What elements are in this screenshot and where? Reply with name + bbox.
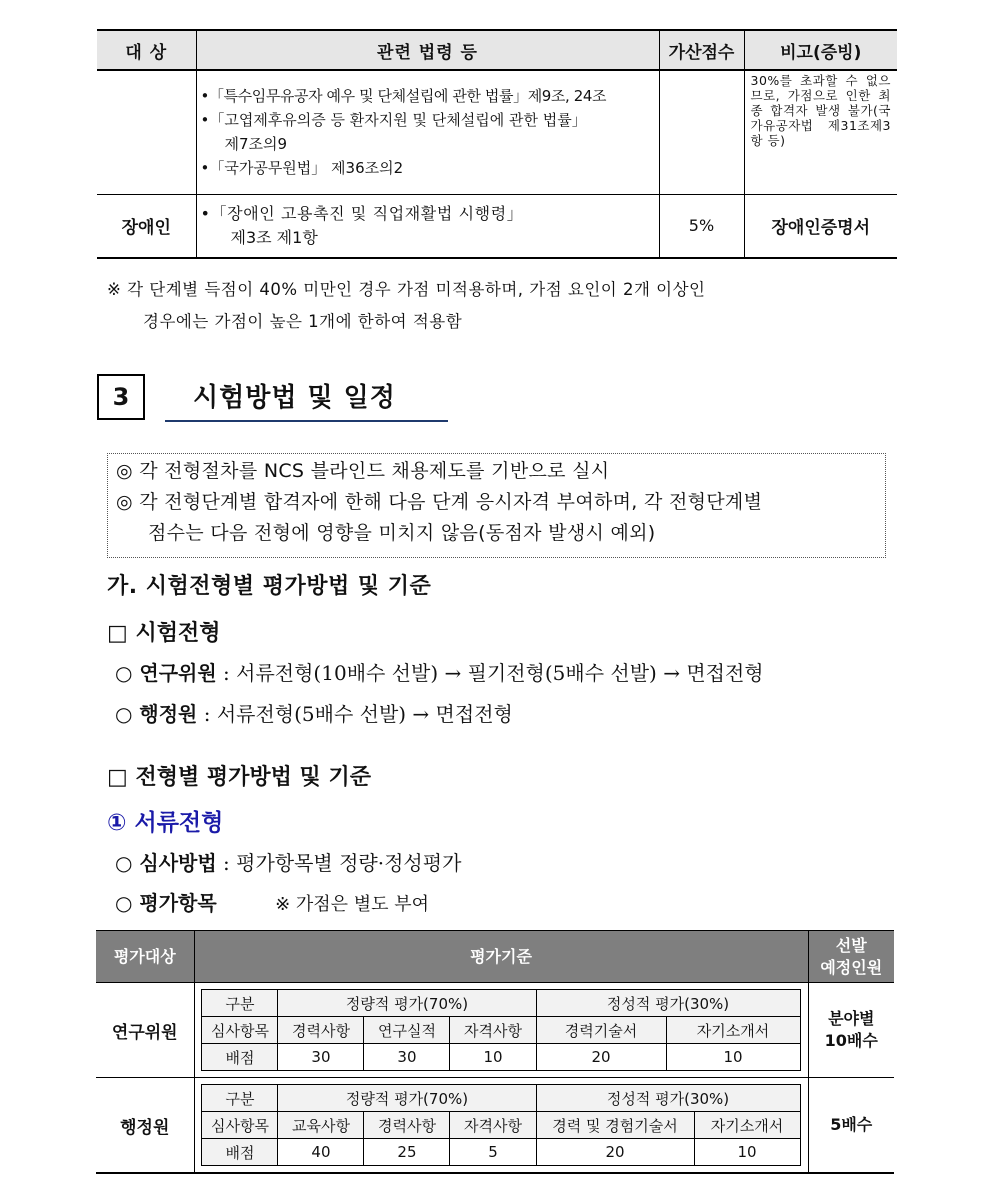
inner-cell: 심사항목 [202,1112,278,1139]
section-title: 시험방법 및 일정 [165,376,448,422]
inner-cell: 10 [666,1044,800,1071]
inner-cell: 연구실적 [364,1017,450,1044]
inner-cell: 경력기술서 [536,1017,666,1044]
cell-remark-1 [744,70,897,194]
header-laws: 관련 법령 등 [196,30,659,70]
note-line-1: ※ 각 단계별 득점이 40% 미만인 경우 가점 미적용하며, 가점 요인이 2개 이상인 [107,280,706,299]
exam-heading: □ 시험전형 [107,621,221,646]
inner-cell: 자격사항 [450,1112,536,1139]
inner-cell: 구분 [202,990,278,1017]
eval-target-admin: 행정원 [96,1078,194,1174]
law-item: •「국가공무원법」 제36조의2 [200,159,404,178]
criteria-heading: □ 전형별 평가방법 및 기준 [107,765,371,790]
inner-cell: 심사항목 [202,1017,278,1044]
note-line-2: 경우에는 가점이 높은 1개에 한하여 적용함 [143,312,463,331]
info-line-2: ◎ 각 전형단계별 합격자에 한해 다음 단계 응시자격 부여하며, 각 전형단계별 [116,491,763,513]
exam-item-1-label: ○ 연구위원 [115,661,217,685]
eval-selection-admin: 5배수 [808,1078,894,1174]
cell-points-1 [659,70,744,194]
eval-header-selection: 선발 예정인원 [808,931,894,983]
inner-cell: 20 [536,1044,666,1071]
items-label: ○ 평가항목 [115,891,217,915]
admin-score-table [201,1084,800,1166]
cell-laws-1 [196,70,659,194]
inner-cell: 정량적 평가(70%) [278,990,536,1017]
header-points: 가산점수 [659,30,744,70]
doc-screening-title: ① 서류전형 [107,810,224,836]
inner-cell: 교육사항 [278,1112,364,1139]
law-item: •「특수임무유공자 예우 및 단체설립에 관한 법률」제9조, 24조 [200,87,607,106]
cell-target-2: 장애인 [97,194,196,258]
exam-item-1-text: : 서류전형(10배수 선발) → 필기전형(5배수 선발) → 면접전형 [216,661,764,685]
method-label: ○ 심사방법 [115,851,217,875]
eval-selection-researcher: 분야별 10배수 [808,983,894,1078]
law-item: •「장애인 고용촉진 및 직업재활법 시행령」 [200,203,524,223]
inner-cell: 구분 [202,1085,278,1112]
section-number: 3 [97,374,145,420]
info-line-1: ◎ 각 전형절차를 NCS 블라인드 채용제도를 기반으로 실시 [116,460,610,482]
inner-cell: 10 [694,1139,800,1166]
inner-cell: 경력사항 [364,1112,450,1139]
inner-cell: 10 [450,1044,536,1071]
inner-cell: 20 [536,1139,694,1166]
inner-cell: 25 [364,1139,450,1166]
exam-item-2 [115,698,513,727]
cell-remark-2: 장애인증명서 [744,194,897,258]
inner-cell: 정량적 평가(70%) [278,1085,536,1112]
exam-item-2-label: ○ 행정원 [115,702,198,726]
inner-cell: 배점 [202,1139,278,1166]
inner-cell: 자기소개서 [694,1112,800,1139]
inner-cell: 경력사항 [278,1017,364,1044]
method-text: : 평가항목별 정량·정성평가 [216,851,462,875]
evaluation-table [96,930,894,1174]
cell-target-1 [97,70,196,194]
cell-laws-2 [196,194,659,258]
cell-points-2: 5% [659,194,744,258]
inner-cell: 자기소개서 [666,1017,800,1044]
inner-cell: 정성적 평가(30%) [536,990,800,1017]
inner-cell: 자격사항 [450,1017,536,1044]
inner-cell: 5 [450,1139,536,1166]
bonus-points-table [97,29,897,259]
inner-cell: 경력 및 경험기술서 [536,1112,694,1139]
eval-criteria-admin [194,1078,808,1174]
law-item: 제7조의9 [224,135,288,154]
inner-cell: 30 [278,1044,364,1071]
header-target: 대 상 [97,30,196,70]
eval-header-criteria: 평가기준 [194,931,808,983]
eval-target-researcher: 연구위원 [96,983,194,1078]
exam-item-2-text: : 서류전형(5배수 선발) → 면접전형 [197,702,513,726]
subsection-title: 가. 시험전형별 평가방법 및 기준 [107,574,432,599]
header-remark: 비고(증빙) [744,30,897,70]
remark-text: 30%를 초과할 수 없으므로, 가점으로 인한 최종 합격자 발생 불가(국가유공자법 제31조제3항 등) [750,73,891,148]
info-line-3: 점수는 다음 전형에 영향을 미치지 않음(동점자 발생시 예외) [148,522,656,544]
items-note: ※ 가점은 별도 부여 [275,894,430,915]
inner-cell: 배점 [202,1044,278,1071]
inner-cell: 정성적 평가(30%) [536,1085,800,1112]
method-line [115,847,461,876]
info-box [107,453,886,558]
eval-header-target: 평가대상 [96,931,194,983]
researcher-score-table [201,989,800,1071]
law-item: •「고엽제후유의증 등 환자지원 및 단체설립에 관한 법률」 [200,111,587,130]
eval-criteria-researcher [194,983,808,1078]
law-item: 제3조 제1항 [230,227,318,247]
note [107,274,897,338]
inner-cell: 30 [364,1044,450,1071]
items-line [115,887,429,916]
inner-cell: 40 [278,1139,364,1166]
exam-item-1 [115,657,764,686]
